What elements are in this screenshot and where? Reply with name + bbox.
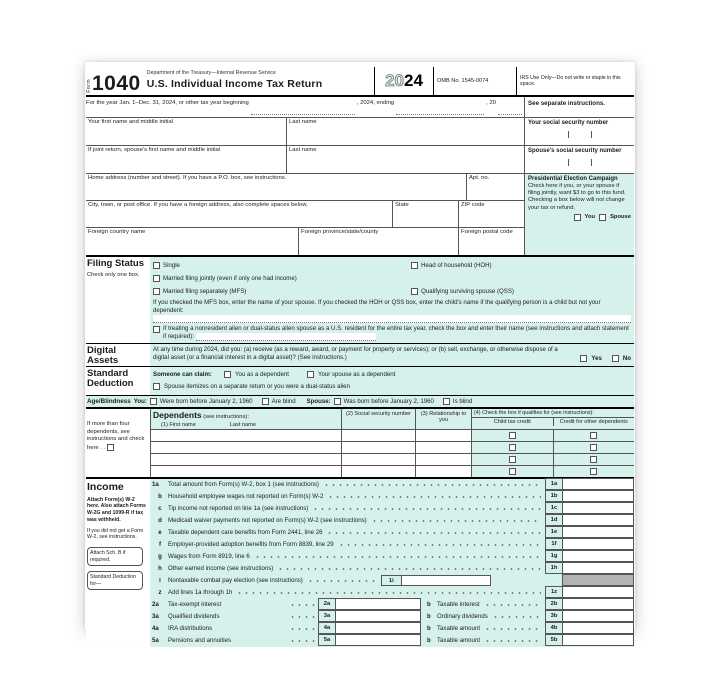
dependents-col-cod: Credit for other dependents <box>553 418 635 426</box>
standard-deduction-for-note: Standard Deduction for— <box>87 571 143 590</box>
dependent-name-cell[interactable] <box>151 466 341 477</box>
income-line-1h: h Other earned income (see instructions) 1h <box>150 563 634 575</box>
dependents-col-last-name: Last name <box>229 421 256 428</box>
irs-use-only-note: IRS Use Only—Do not write or staple in this space. <box>516 67 634 95</box>
standard-deduction-section <box>86 366 634 395</box>
single-label: Single <box>163 262 180 269</box>
dependent-ssn-cell[interactable] <box>341 442 415 453</box>
amount-field-2b[interactable] <box>562 598 634 610</box>
hoh-label: Head of household (HOH) <box>421 262 492 269</box>
spouse-born-before-1960-checkbox[interactable] <box>334 398 341 405</box>
income-line-1f: f Employer-provided adoption benefits from Form 8839, line 29 1f <box>150 539 634 551</box>
dependents-col-relationship: (3) Relationship to you <box>415 409 471 429</box>
your-ssn-field[interactable]: Your social security number <box>525 118 634 146</box>
form-number: 1040 <box>92 72 141 95</box>
spouse-last-name-field[interactable]: Last name <box>286 146 524 173</box>
tax-year-text-1: For the year Jan. 1–Dec. 31, 2024, or other tax year beginning <box>86 100 249 106</box>
ssn-separators <box>528 131 631 138</box>
amount-field-5a[interactable] <box>335 634 421 646</box>
dependents-col-ssn: (2) Social security number <box>341 409 415 429</box>
year-outline: 20 <box>385 71 404 90</box>
dependent-cod-checkbox[interactable] <box>590 456 597 463</box>
form-title: U.S. Individual Income Tax Return <box>146 78 323 90</box>
amount-field-4a[interactable] <box>335 622 421 634</box>
dependent-relationship-cell[interactable] <box>415 454 471 465</box>
dependent-ssn-cell[interactable] <box>341 466 415 477</box>
dependent-cod-checkbox[interactable] <box>590 444 597 451</box>
dependents-table <box>150 409 634 477</box>
dependents-col-first-name: (1) First name <box>161 421 196 428</box>
ssn-separators <box>528 159 631 166</box>
income-sidebar <box>86 479 150 647</box>
dependents-heading-suffix: (see instructions): <box>203 413 249 420</box>
city-field[interactable]: City, town, or post office. If you have a foreign address, also complete spaces below. <box>88 202 308 208</box>
omb-number: OMB No. 1545-0074 <box>437 78 489 84</box>
nra-name-field[interactable] <box>196 333 376 341</box>
foreign-country-field[interactable]: Foreign country name <box>88 229 146 235</box>
tax-year-begin-field[interactable] <box>251 107 355 115</box>
filing-status-heading: Filing Status <box>87 258 144 269</box>
see-separate-instructions: See separate instructions. <box>525 97 634 118</box>
dependent-cod-checkbox[interactable] <box>590 432 597 439</box>
dependent-relationship-cell[interactable] <box>415 466 471 477</box>
spouse-born-before-1960-label: Was born before January 2, 1960 <box>343 397 434 405</box>
nra-note: If treating a nonresident alien or dual-status alien spouse as a U.S. resident for the entire tax year, check the box and enter their name (see instructions and attach statement if required): <box>163 324 629 340</box>
digital-assets-yes-checkbox[interactable] <box>580 355 587 362</box>
dependent-name-cell[interactable] <box>151 430 341 441</box>
age-blindness-row <box>86 395 634 407</box>
income-line-3a: 3a Qualified dividends 3a b Ordinary dividends 3b <box>150 611 634 623</box>
tax-year-text-2: , 2024, ending <box>356 100 395 106</box>
income-line-5a: 5a Pensions and annuities 5a b Taxable amount 5b <box>150 635 634 647</box>
first-name-field[interactable]: Your first name and middle initial <box>88 119 173 125</box>
digital-assets-heading: Digital Assets <box>87 344 119 366</box>
dependent-relationship-cell[interactable] <box>415 430 471 441</box>
digital-assets-no-label: No <box>622 354 631 362</box>
state-field[interactable]: State <box>392 201 458 227</box>
income-line-1c: c Tip income not reported on line 1a (see instructions) 1c <box>150 503 634 515</box>
attach-schb-note: Attach Sch. B if required. <box>87 547 143 566</box>
form-number-block <box>86 67 141 95</box>
income-line-1a: 1a Total amount from Form(s) W-2, box 1 (see instructions) 1a <box>150 479 634 491</box>
campaign-you-label: You <box>584 214 596 221</box>
spouse-itemizes-checkbox[interactable] <box>153 383 160 390</box>
last-name-field[interactable]: Last name <box>286 118 524 145</box>
spouse-ssn-field[interactable]: Spouse's social security number <box>525 146 634 174</box>
income-line-1d: d Medicaid waiver payments not reported on Form(s) W-2 (see instructions) 1d <box>150 515 634 527</box>
income-line-1i: i Nontaxable combat pay election (see instructions) 1i <box>150 575 634 587</box>
amount-field-1c[interactable] <box>562 502 634 514</box>
form-word-label: Form <box>86 79 92 93</box>
amount-field-2a[interactable] <box>335 598 421 610</box>
income-line-1b: b Household employee wages not reported on Form(s) W-2 1b <box>150 491 634 503</box>
dependent-row <box>151 453 634 465</box>
amount-field-1e[interactable] <box>562 526 634 538</box>
income-section <box>86 477 634 647</box>
you-blind-label: Are blind <box>271 397 296 405</box>
spouse-child-name-field[interactable] <box>153 315 631 323</box>
digital-assets-section <box>86 343 634 366</box>
campaign-spouse-checkbox[interactable] <box>599 214 606 221</box>
amount-field-3a[interactable] <box>335 610 421 622</box>
dependent-row <box>151 465 634 477</box>
hoh-checkbox[interactable] <box>411 262 418 269</box>
department-line: Department of the Treasury—Internal Revenue Service <box>146 70 276 76</box>
amount-field-1f[interactable] <box>562 538 634 550</box>
amount-field-1b[interactable] <box>562 490 634 502</box>
income-line-4a: 4a IRA distributions 4a b Taxable amount 4b <box>150 623 634 635</box>
age-spouse-label: Spouse: <box>306 397 331 405</box>
tax-year-badge <box>374 67 434 95</box>
qss-label: Qualifying surviving spouse (QSS) <box>421 288 514 295</box>
dependent-ctc-checkbox[interactable] <box>509 468 516 475</box>
amount-field-4b[interactable] <box>562 622 634 634</box>
spouse-first-name-field[interactable]: If joint return, spouse's first name and middle initial <box>88 147 221 153</box>
you-as-dependent-label: You as a dependent <box>234 371 289 379</box>
income-no-w2-note: If you did not get a Form W-2, see instructions. <box>87 527 144 541</box>
mfj-label: Married filing jointly (even if only one had income) <box>163 275 297 282</box>
amount-field-1h[interactable] <box>562 562 634 574</box>
mfj-checkbox[interactable] <box>153 275 160 282</box>
amount-field-1z[interactable] <box>562 586 634 598</box>
income-line-2a: 2a Tax-exempt interest 2a b Taxable interest 2b <box>150 599 634 611</box>
income-line-1e: e Taxable dependent care benefits from Form 2441, line 26 1e <box>150 527 634 539</box>
dependents-section <box>86 407 634 477</box>
dependent-ctc-checkbox[interactable] <box>509 432 516 439</box>
filing-status-note: Check only one box. <box>87 271 140 278</box>
mfs-hoh-note: If you checked the MFS box, enter the name of your spouse. If you checked the HOH or QSS box, enter the child's name if the qualifying person is a child but not your dependent: <box>153 299 601 314</box>
dependent-row <box>151 441 634 453</box>
campaign-title: Presidential Election Campaign <box>528 176 618 182</box>
campaign-you-checkbox[interactable] <box>574 214 581 221</box>
identity-section <box>86 97 634 255</box>
dependent-ssn-cell[interactable] <box>341 430 415 441</box>
spouse-blind-label: Is blind <box>452 397 473 405</box>
income-line-1g: g Wages from Form 8919, line 6 1g <box>150 551 634 563</box>
apt-no-field[interactable]: Apt. no. <box>466 174 524 200</box>
standard-deduction-heading: Standard Deduction <box>87 367 134 389</box>
dependents-heading: Dependents <box>153 409 202 420</box>
tax-year-yy-field[interactable] <box>498 107 522 115</box>
digital-assets-no-checkbox[interactable] <box>612 355 619 362</box>
dependent-ssn-cell[interactable] <box>341 454 415 465</box>
form-title-block <box>141 67 374 95</box>
income-line-1z: z Add lines 1a through 1h 1z <box>150 587 634 599</box>
spouse-as-dependent-checkbox[interactable] <box>307 371 314 378</box>
single-checkbox[interactable] <box>153 262 160 269</box>
year-bold: 24 <box>404 71 423 90</box>
form-1040-page <box>85 62 635 645</box>
amount-field-5b[interactable] <box>562 634 634 646</box>
more-than-four-dependents-checkbox[interactable] <box>107 444 114 451</box>
filing-status-section <box>86 255 634 343</box>
campaign-spouse-label: Spouse <box>610 214 631 221</box>
foreign-province-field[interactable]: Foreign province/state/county <box>298 228 458 255</box>
spouse-as-dependent-label: Your spouse as a dependent <box>317 371 396 379</box>
you-born-before-1960-label: Were born before January 2, 1960 <box>159 397 253 405</box>
income-heading: Income <box>87 480 124 493</box>
form-header <box>86 67 634 97</box>
tax-year-text-3: , 20 <box>486 100 496 106</box>
age-you-label: You: <box>133 397 147 405</box>
dependents-col-qualifies: (4) Check the box if qualifies for (see instructions): <box>472 409 634 418</box>
spouse-blind-checkbox[interactable] <box>443 398 450 405</box>
dependent-name-cell[interactable] <box>151 442 341 453</box>
amount-field-1g[interactable] <box>562 550 634 562</box>
you-born-before-1960-checkbox[interactable] <box>150 398 157 405</box>
dependent-relationship-cell[interactable] <box>415 442 471 453</box>
you-as-dependent-checkbox[interactable] <box>224 371 231 378</box>
dependent-ctc-checkbox[interactable] <box>509 456 516 463</box>
amount-field-3b[interactable] <box>562 610 634 622</box>
dependents-sidebar: If more than four dependents, see instructions and check here . . <box>86 409 150 477</box>
dependents-col-ctc: Child tax credit <box>493 418 531 425</box>
tax-year-row <box>86 97 524 118</box>
digital-assets-question: At any time during 2024, did you: (a) receive (as a reward, award, or payment for property or services); or (b) sell, exchange, or otherwise dispose of a digital asset (or a financial interest in a digital asset)? (See instructions.) <box>153 345 558 361</box>
combat-pay-field[interactable] <box>401 575 491 586</box>
campaign-body: Check here if you, or your spouse if filing jointly, want $3 to go to this fund. Checking a box below will not change your tax or refund. <box>528 183 626 211</box>
dependent-cod-checkbox[interactable] <box>590 468 597 475</box>
qss-checkbox[interactable] <box>411 288 418 295</box>
nra-spouse-checkbox[interactable] <box>153 326 160 333</box>
blocked-cell-1i <box>562 574 634 586</box>
income-attach-note: Attach Form(s) W-2 here. Also attach Forms W-2G and 1099-R if tax was withheld. <box>87 496 146 523</box>
home-address-field[interactable]: Home address (number and street). If you have a P.O. box, see instructions. <box>88 175 287 181</box>
spouse-itemizes-label: Spouse itemizes on a separate return or you were a dual-status alien <box>164 383 350 391</box>
foreign-postal-field[interactable]: Foreign postal code <box>458 228 524 255</box>
amount-field-1a[interactable] <box>562 478 634 490</box>
amount-field-1d[interactable] <box>562 514 634 526</box>
tax-year-end-field[interactable] <box>396 107 484 115</box>
mfs-checkbox[interactable] <box>153 288 160 295</box>
age-blindness-heading: Age/Blindness <box>87 397 131 405</box>
dependent-ctc-checkbox[interactable] <box>509 444 516 451</box>
dependent-row <box>151 429 634 441</box>
mfs-label: Married filing separately (MFS) <box>163 288 247 295</box>
zip-field[interactable]: ZIP code <box>458 201 524 227</box>
you-blind-checkbox[interactable] <box>262 398 269 405</box>
someone-can-claim-label: Someone can claim: <box>153 371 212 379</box>
presidential-election-campaign <box>525 174 634 255</box>
dependent-name-cell[interactable] <box>151 454 341 465</box>
digital-assets-yes-label: Yes <box>591 354 602 362</box>
